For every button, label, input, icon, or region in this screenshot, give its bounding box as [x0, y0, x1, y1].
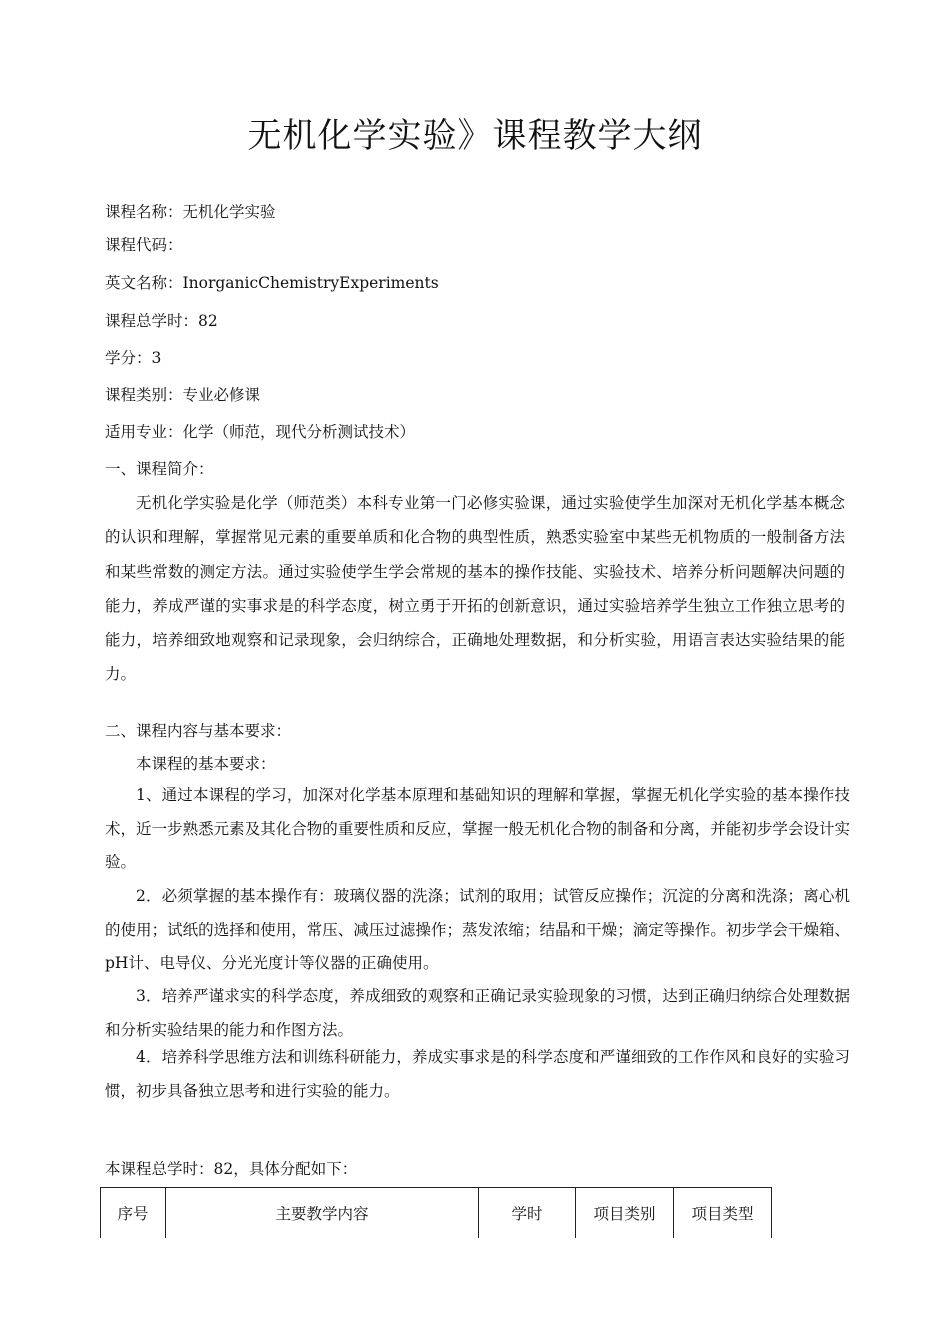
header-cell-project-category: 项目类别	[576, 1188, 674, 1239]
section1-heading: 一、课程简介：	[105, 460, 214, 478]
header-cell-hours: 学时	[479, 1188, 576, 1239]
course-introduction: 无机化学实验是化学（师范类）本科专业第一门必修实验课，通过实验使学生加深对无机化学基本概念的认识和理解，掌握常见元素的重要单质和化合物的典型性质，熟悉实验室中某些无机物质的一般制备方法和某些常数的测定方法。通过实验使学生学会常规的基本的操作技能、实验技术、培养分析问题解决问题的能力，养成严谨的实事求是的科学态度，树立勇于开拓的创新意识，通过实验培养学生独立工作独立思考的能力，培养细致地观察和记录现象，会归纳综合，正确地处理数据，和分析实验，用语言表达实验结果的能力。	[105, 494, 845, 684]
header-cell-content: 主要教学内容	[166, 1188, 479, 1239]
course-name: 课程名称：无机化学实验	[105, 203, 276, 221]
hours-allocation-line: 本课程总学时：82，具体分配如下：	[105, 1160, 358, 1178]
document-title: 无机化学实验》课程教学大纲	[247, 116, 703, 156]
english-name: 英文名称：InorganicChemistryExperiments	[105, 274, 439, 292]
course-code: 课程代码：	[105, 236, 183, 254]
requirements-intro: 本课程的基本要求：	[136, 755, 276, 773]
table-header-row	[101, 1188, 772, 1239]
header-cell-project-type: 项目类型	[674, 1188, 772, 1239]
section2-heading: 二、课程内容与基本要求：	[105, 722, 292, 740]
hours-allocation-table	[100, 1187, 772, 1238]
requirement-2: 2．必须掌握的基本操作有：玻璃仪器的洗涤；试剂的取用；试管反应操作；沉淀的分离和洗涤；离心机的使用；试纸的选择和使用，常压、减压过滤操作；蒸发浓缩；结晶和干燥；滴定等操作。初步学会干燥箱、pH计、电导仪、分光光度计等仪器的正确使用。	[105, 887, 850, 973]
course-category: 课程类别：专业必修课	[105, 386, 261, 404]
requirement-4: 4．培养科学思维方法和训练科研能力，养成实事求是的科学态度和严谨细致的工作作风和良好的实验习惯，初步具备独立思考和进行实验的能力。	[105, 1048, 850, 1100]
total-hours: 课程总学时：82	[105, 312, 218, 330]
requirement-3: 3．培养严谨求实的科学态度，养成细致的观察和正确记录实验现象的习惯，达到正确归纳综合处理数据和分析实验结果的能力和作图方法。	[105, 987, 850, 1039]
requirement-1: 1、通过本课程的学习，加深对化学基本原理和基础知识的理解和掌握，掌握无机化学实验的基本操作技术，近一步熟悉元素及其化合物的重要性质和反应，掌握一般无机化合物的制备和分离，并能初步学会设计实验。	[105, 786, 850, 872]
applicable-major: 适用专业：化学（师范，现代分析测试技术）	[105, 423, 416, 441]
header-cell-index: 序号	[101, 1188, 166, 1239]
credits: 学分：3	[105, 349, 162, 367]
